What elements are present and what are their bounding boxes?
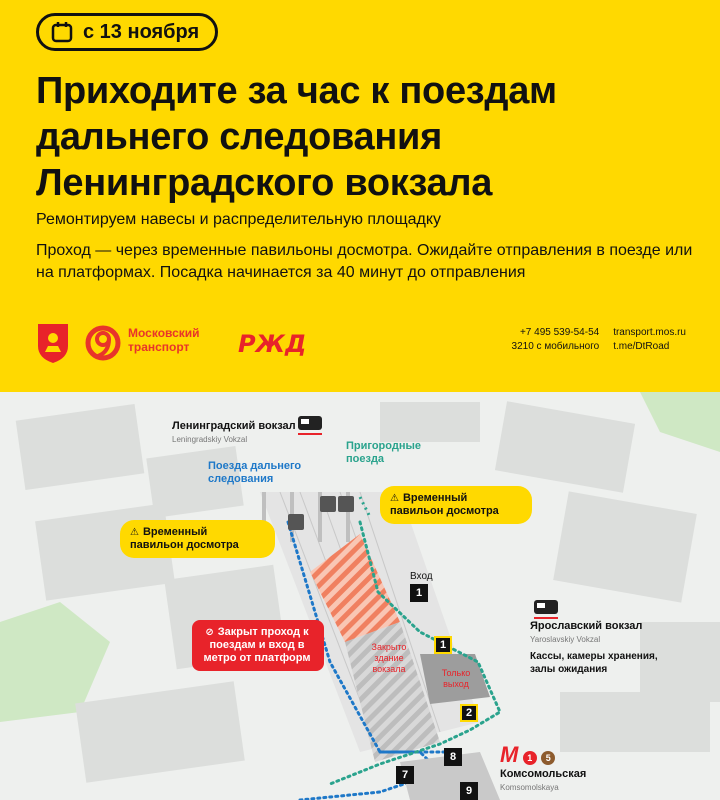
metro-station [500, 742, 586, 794]
park-area [640, 392, 720, 452]
metro-station-name-en: Komsomolskaya [500, 783, 559, 792]
moscow-transport-label [128, 326, 218, 354]
leningradsky-label [172, 420, 296, 446]
logos-row [36, 320, 686, 370]
closed-passage-text: Закрыт проход к поездам и вход в метро от платформ [203, 626, 311, 664]
warning-icon: ⚠ [130, 527, 139, 538]
exit-marker: 1 [434, 636, 452, 654]
metro-line-1-badge: 1 [523, 751, 537, 765]
headline: Приходите за час к поездам дальнего следования Ленинградского вокзала [36, 70, 557, 204]
mobile-number: 3210 с мобильного [511, 341, 600, 352]
exit-marker: 9 [460, 782, 478, 800]
service-icons [320, 496, 354, 512]
yaroslavsky-name-en: Yaroslavskiy Vokzal [530, 635, 601, 644]
brand-line-2: транспорт [128, 340, 190, 354]
metro-line-5-badge: 5 [541, 751, 555, 765]
long-distance-trains-label: Поезда дальнего следования [208, 460, 302, 485]
warning-icon: ⚠ [390, 493, 399, 504]
rzd-logo-icon [236, 328, 306, 358]
calendar-icon [51, 21, 73, 43]
leningradsky-name-en: Leningradskiy Vokzal [172, 435, 248, 444]
suburban-trains-label: Пригородные поезда [346, 440, 421, 465]
exit-marker: 8 [444, 748, 462, 766]
date-text: с 13 ноября [83, 20, 200, 43]
date-badge [36, 13, 218, 51]
train-icon [296, 414, 324, 436]
closed-passage-callout [192, 620, 324, 671]
subheading: Ремонтируем навесы и распределительную площадку [36, 211, 442, 228]
leningradsky-name: Ленинградский вокзал [172, 420, 296, 432]
station-map [0, 392, 720, 800]
pavilion-right-callout [380, 486, 532, 524]
yaroslavsky-name: Ярославский вокзал [530, 620, 643, 632]
pavilion-left-text: Временный павильон досмотра [130, 526, 239, 551]
metro-logo-icon: М [500, 742, 519, 767]
exit-marker: 1 [410, 584, 428, 602]
moscow-transport-logo-icon [84, 324, 122, 362]
metro-station-name: Комсомольская [500, 768, 587, 780]
exit-marker: 2 [460, 704, 478, 722]
website-link[interactable]: transport.mos.ru [613, 327, 686, 338]
rzd-logo-text: РЖД [238, 330, 306, 358]
exit-marker: 7 [396, 766, 414, 784]
yaroslavsky-services: Кассы, камеры хранения, залы ожидания [530, 651, 658, 675]
phone-number[interactable]: +7 495 539-54-54 [519, 327, 600, 338]
brand-line-1: Московский [128, 326, 200, 340]
train-icon [532, 598, 560, 620]
entrance-label: Вход [410, 571, 433, 582]
toilet-icon [320, 496, 336, 512]
yaroslavsky-label [530, 620, 642, 646]
metro-station-label [500, 768, 586, 794]
exit-only-label: Только выход [441, 668, 471, 689]
pavilion-right-text: Временный павильон досмотра [390, 492, 499, 517]
wheelchair-icon [338, 496, 354, 512]
body-text: Проход — через временные павильоны досмотра. Ожидайте отправления в поезде или на платформах. Посадка начинается за 40 минут до отправления [36, 242, 693, 281]
telegram-link[interactable]: t.me/DtRoad [613, 341, 670, 352]
closed-building-label: Закрыто здание вокзала [371, 642, 407, 674]
moscow-coat-of-arms-icon [36, 322, 70, 364]
pavilion-left-callout [120, 520, 275, 558]
elevator-icon [288, 514, 304, 530]
info-header [0, 0, 720, 392]
blocked-icon: ⊘ [205, 627, 214, 638]
contacts [512, 326, 686, 354]
